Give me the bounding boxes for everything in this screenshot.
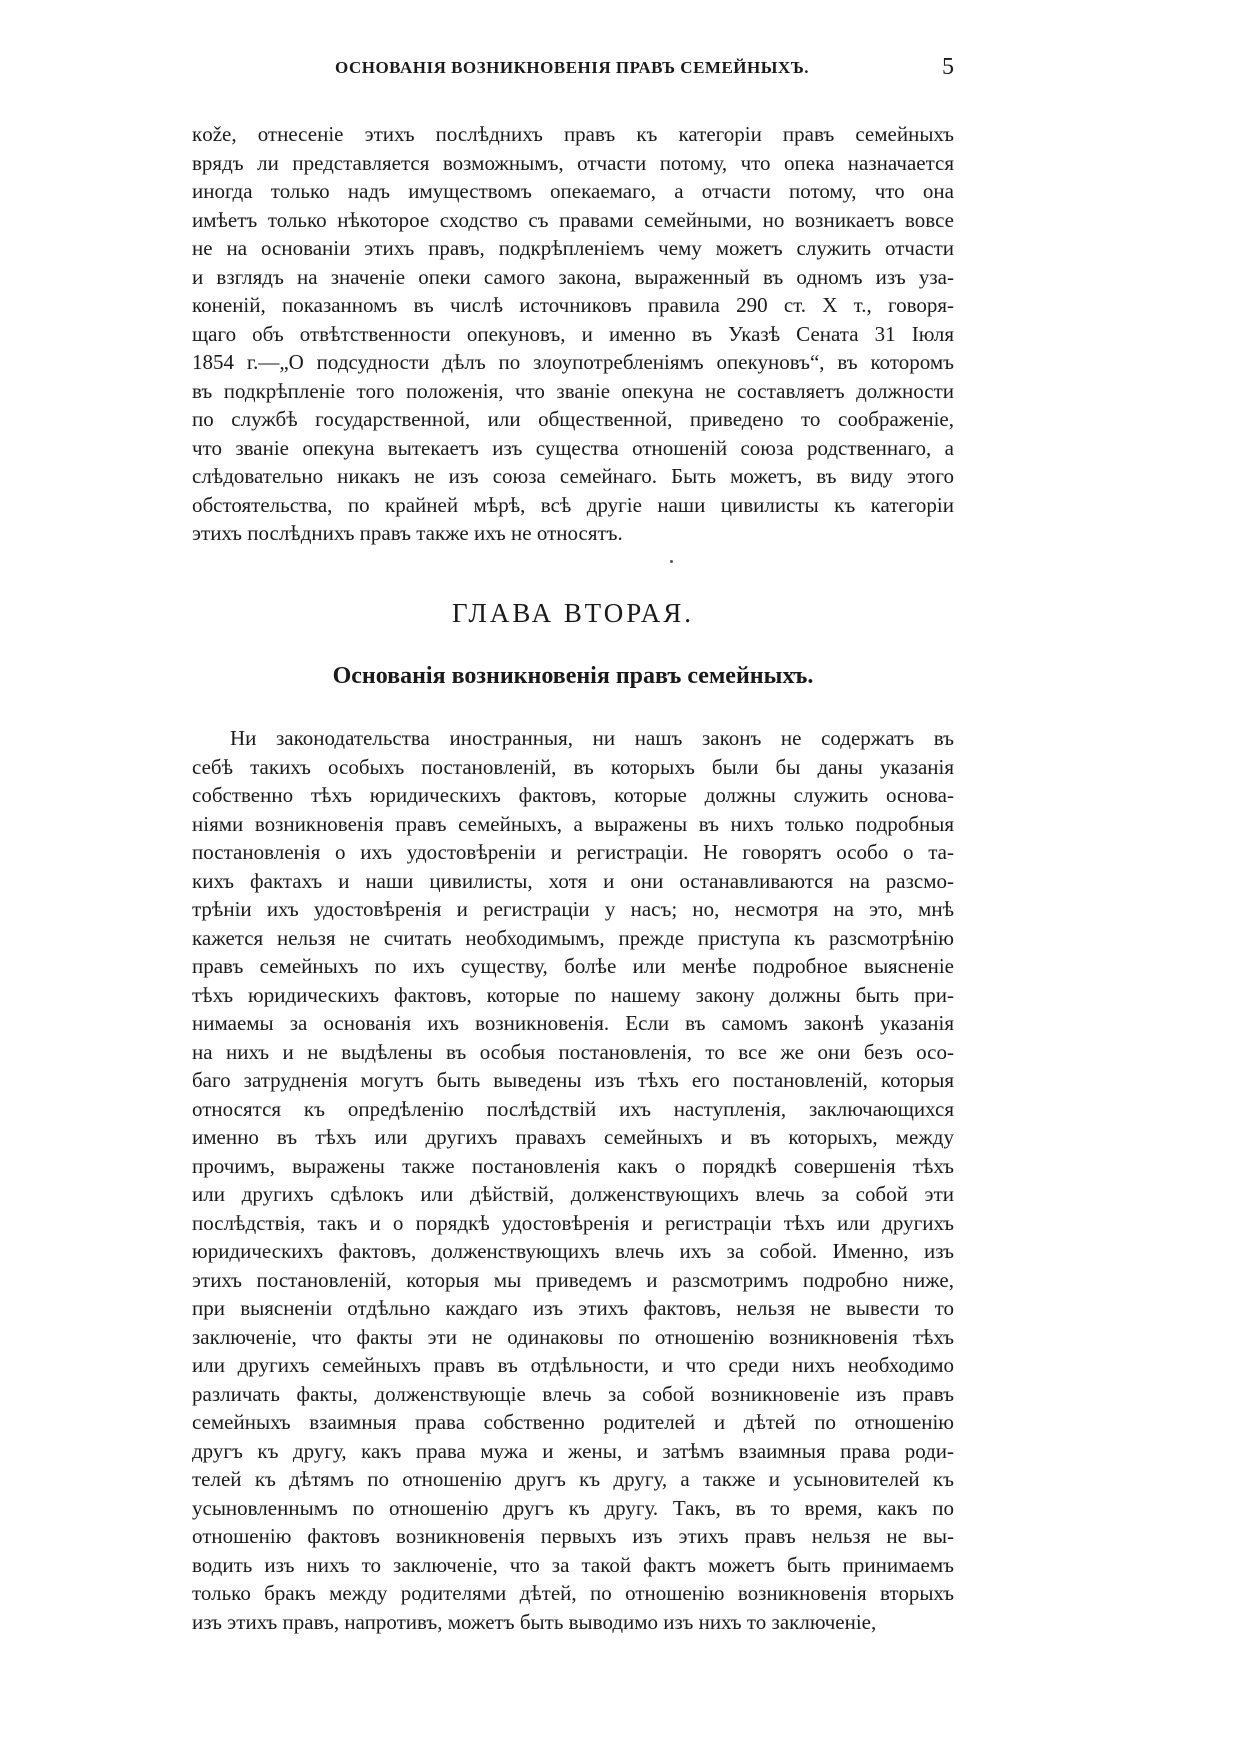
- text-line: отношенію фактовъ возникновенія первыхъ изъ этихъ правъ нельзя не вы-: [192, 1524, 954, 1548]
- text-line: обстоятельства, по крайней мѣрѣ, всѣ другіе наши цивилисты къ категоріи: [192, 492, 954, 517]
- running-title: ОСНОВАНІЯ ВОЗНИКНОВЕНІЯ ПРАВЪ СЕМЕЙНЫХЪ.: [335, 58, 809, 77]
- text-line: нимаемы за основанія ихъ возникновенія. Если въ самомъ законѣ указанія: [192, 1011, 954, 1035]
- text-line: прочимъ, выражены также постановленія какъ о порядкѣ совершенія тѣхъ: [192, 1153, 954, 1178]
- text-line: имѣетъ только нѣкоторое сходство съ правами семейными, но возникаетъ вовсе: [192, 207, 954, 232]
- text-line: телей къ дѣтямъ по отношенію другъ къ другу, а также и усыновителей къ: [192, 1467, 954, 1491]
- text-line: коненій, показанномъ въ числѣ источниковъ правила 290 ст. X т., говоря-: [192, 293, 954, 317]
- text-line: врядъ ли представляется возможнымъ, отчасти потому, что опека назначается: [192, 150, 954, 175]
- text-line: изъ этихъ правъ, напротивъ, можетъ быть выводимо изъ нихъ то заключеніе,: [192, 1609, 877, 1634]
- section-title: Основанія возникновенія правъ семейныхъ.: [332, 663, 814, 689]
- text-line: въ подкрѣпленіе того положенія, что званіе опекуна не составляетъ должности: [192, 378, 954, 403]
- text-line: трѣніи ихъ удостовѣренія и регистраціи у насъ; но, несмотря на это, мнѣ: [192, 897, 954, 921]
- text-line: собственно тѣхъ юридическихъ фактовъ, которые должны служить основа-: [192, 783, 954, 807]
- text-line: 1854 г.—„О подсудности дѣлъ по злоупотребленіямъ опекуновъ“, въ которомъ: [192, 350, 954, 374]
- paragraph-1: [192, 120, 954, 548]
- page-header: [190, 54, 954, 88]
- text-line: что званіе опекуна вытекаетъ изъ существа отношеній союза родственнаго, а: [192, 435, 954, 460]
- page-number: 5: [942, 54, 954, 80]
- text-line: себѣ такихъ особыхъ постановленій, въ которыхъ были бы даны указанія: [192, 754, 954, 779]
- text-line: заключеніе, что факты эти не одинаковы по отношенію возникновенія тѣхъ: [192, 1324, 954, 1349]
- text-line: и взглядъ на значеніе опеки самого закона, выраженный въ одномъ изъ уза-: [192, 264, 954, 289]
- text-line: иногда только надъ имуществомъ опекаемаго, а отчасти потому, что она: [192, 179, 954, 203]
- text-line: кажется нельзя не считать необходимымъ, прежде приступа къ разсмотрѣнію: [192, 925, 954, 950]
- text-line: послѣдствія, такъ и о порядкѣ удостовѣренія и регистраціи тѣхъ или другихъ: [192, 1210, 954, 1235]
- text-line: юридическихъ фактовъ, долженствующихъ влечь ихъ за собой. Именно, изъ: [192, 1239, 954, 1263]
- text-line: щаго объ отвѣтственности опекуновъ, и именно въ Указѣ Сената 31 Іюля: [192, 321, 954, 346]
- chapter-title: ГЛАВА ВТОРАЯ.: [451, 598, 695, 628]
- text-line: ніями возникновенія правъ семейныхъ, а выражены въ нихъ только подробныя: [192, 811, 954, 836]
- text-line: или другихъ сдѣлокъ или дѣйствій, долженствующихъ влечь за собой эти: [192, 1182, 954, 1206]
- text-line: по службѣ государственной, или общественной, приведено то соображеніе,: [192, 407, 954, 431]
- text-line: кихъ фактахъ и наши цивилисты, хотя и они останавливаются на разсмо-: [192, 868, 954, 893]
- text-line: при выясненіи отдѣльно каждаго изъ этихъ фактовъ, нельзя не вывести то: [192, 1296, 954, 1320]
- text-line: различать факты, долженствующіе влечь за собой возникновеніе изъ правъ: [192, 1381, 954, 1406]
- text-line: этихъ послѣднихъ правъ также ихъ не относятъ.: [192, 521, 623, 545]
- text-line: именно въ тѣхъ или другихъ правахъ семейныхъ и въ которыхъ, между: [192, 1125, 954, 1149]
- text-line: постановленія о ихъ удостовѣреніи и регистраціи. Не говорятъ особо о та-: [192, 840, 954, 864]
- stray-dot: [670, 560, 673, 563]
- text-line: этихъ постановленій, которыя мы приведемъ и разсмотримъ подробно ниже,: [192, 1267, 954, 1292]
- text-line: слѣдовательно никакъ не изъ союза семейнаго. Быть можетъ, въ виду этого: [192, 464, 954, 488]
- text-line: относятся къ опредѣленію послѣдствій ихъ наступленія, заключающихся: [192, 1096, 954, 1121]
- text-line: тѣхъ юридическихъ фактовъ, которые по нашему закону должны быть при-: [192, 982, 954, 1007]
- text-line: кože, отнесеніе этихъ послѣднихъ правъ къ категоріи правъ семейныхъ: [192, 122, 954, 146]
- text-line: Ни законодательства иностранныя, ни нашъ законъ не содержатъ въ: [230, 726, 954, 750]
- text-line: баго затрудненія могутъ быть выведены изъ тѣхъ его постановленій, которыя: [192, 1068, 954, 1092]
- paragraph-2: [192, 724, 954, 1636]
- text-line: на нихъ и не выдѣлены въ особыя постановленія, то все же они безъ осо-: [192, 1039, 954, 1064]
- text-line: другъ къ другу, какъ права мужа и жены, и затѣмъ взаимныя права роди-: [192, 1438, 954, 1463]
- text-line: не на основаніи этихъ правъ, подкрѣпленіемъ чему можетъ служить отчасти: [192, 236, 954, 260]
- text-line: правъ семейныхъ по ихъ существу, болѣе или менѣе подробное выясненіе: [192, 954, 954, 978]
- text-line: усыновленнымъ по отношенію другъ къ другу. Такъ, въ то время, какъ по: [192, 1495, 954, 1520]
- text-line: водить изъ нихъ то заключеніе, что за такой фактъ можетъ быть принимаемъ: [192, 1552, 954, 1577]
- text-line: семейныхъ взаимныя права собственно родителей и дѣтей по отношенію: [192, 1410, 954, 1434]
- text-line: или другихъ семейныхъ правъ въ отдѣльности, и что среди нихъ необходимо: [192, 1353, 954, 1377]
- text-line: только бракъ между родителями дѣтей, по отношенію возникновенія вторыхъ: [192, 1581, 954, 1605]
